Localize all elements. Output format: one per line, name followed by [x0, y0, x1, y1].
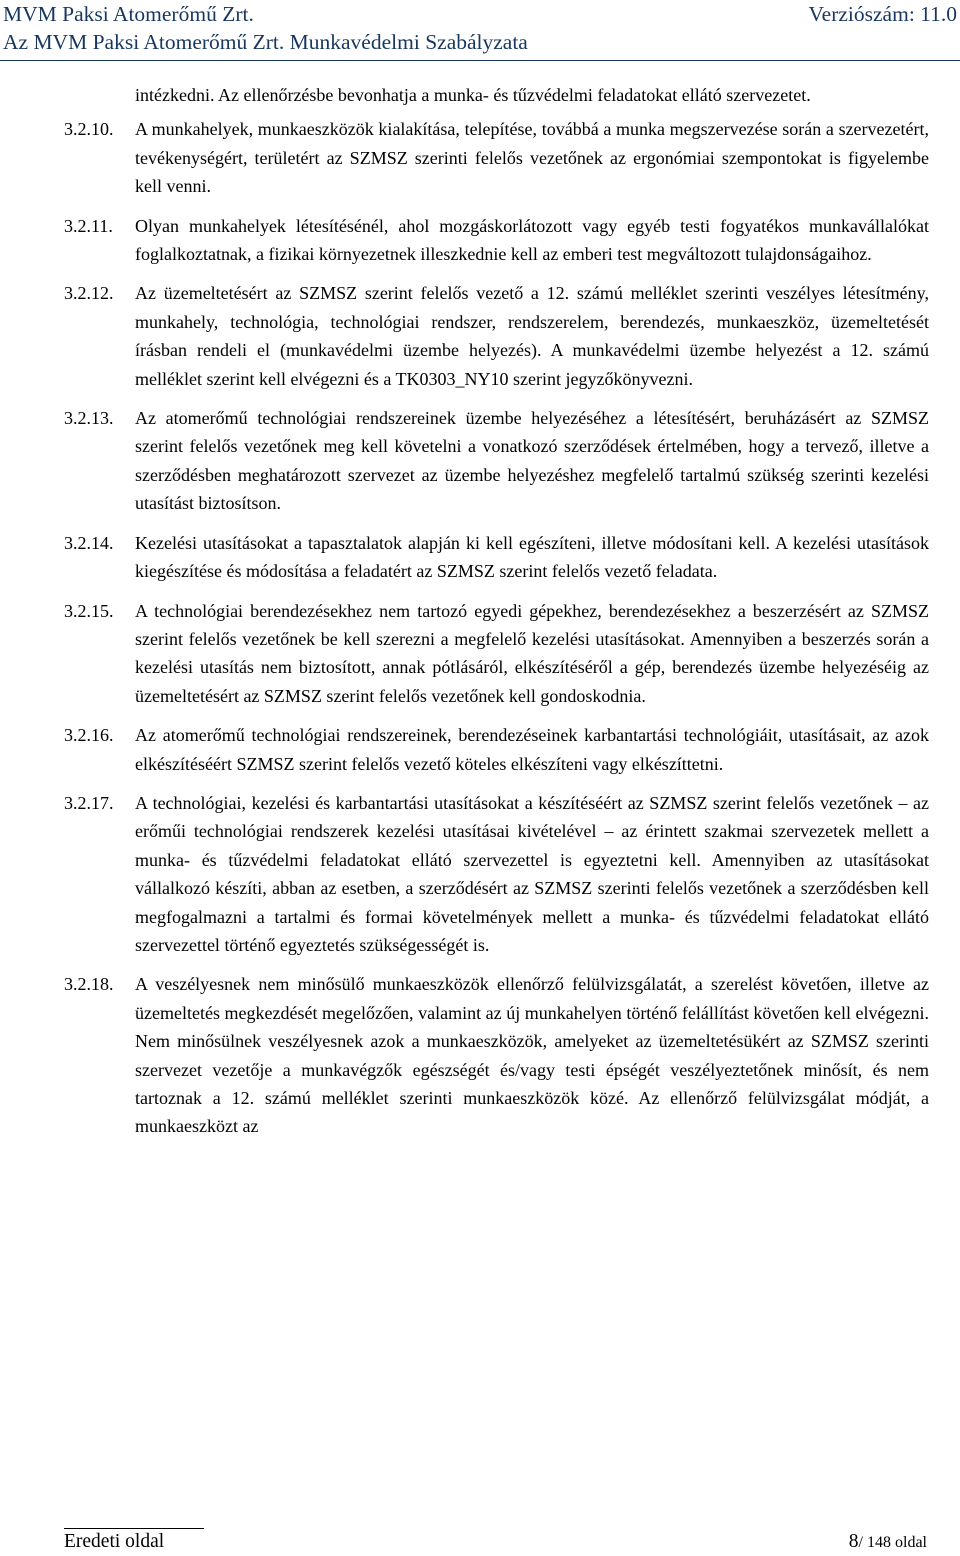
document-title: Az MVM Paksi Atomerőmű Zrt. Munkavédelmi Szabályzata — [3, 30, 528, 54]
version-label: Verziószám: 11.0 — [808, 2, 957, 26]
page-number-indicator — [849, 1531, 927, 1553]
section-number: 3.2.13. — [64, 408, 114, 429]
paragraph-text: intézkedni. Az ellenőrzésbe bevonhatja a munka- és tűzvédelmi feladatokat ellátó szervezetet. — [135, 85, 811, 105]
total-pages: / 148 — [858, 1534, 891, 1551]
section-3-2-13 — [0, 404, 960, 518]
section-text: Az atomerőmű technológiai rendszereinek, berendezéseinek karbantartási technológiáit, utasításait, az azok elkészítéséért SZMSZ szerint felelős vezető köteles elkészíteni vagy elkészíttetni. — [135, 725, 929, 774]
section-text: A technológiai berendezésekhez nem tartozó egyedi gépekhez, berendezésekhez a beszerzésért az SZMSZ szerint felelős vezetőnek be kell szerezni a megfelelő kezelési utasításokat. Amennyiben a beszerzés során a kezelési utasítás nem biztosított, annak pótlásáról, elkészítéséről a gép, berendezés üzembe helyezéséig az üzemeltetésért az SZMSZ szerint felelős vezetőnek kell gondoskodnia. — [135, 600, 929, 706]
section-3-2-10 — [0, 115, 960, 200]
section-text: A technológiai, kezelési és karbantartási utasításokat a készítéséért az SZMSZ szerint felelős vezetőnek – az erőműi technológiai rendszerek kezelési utasításai kivételével – az érintett szakmai szervezetek mellett a munka- és tűzvédelmi feladatokat ellátó szervezettel is egyeztetni kell. Amennyiben az utasításokat vállalkozó készíti, abban az esetben, a szerződésért az SZMSZ szerinti felelős vezetőnek a szerződésben kell megfogalmazni a tartalmi és formai követelmények mellett a munka- és tűzvédelmi feladatokat ellátó szervezettel történő egyeztetés szükségességét is. — [135, 792, 929, 955]
section-3-2-17 — [0, 789, 960, 959]
section-3-2-15 — [0, 597, 960, 711]
section-text: Olyan munkahelyek létesítésénél, ahol mozgáskorlátozott vagy egyéb testi fogyatékos munkavállalókat foglalkoztatnak, a fizikai környezetnek illeszkednie kell az emberi test megváltozott tulajdonságaihoz. — [135, 215, 929, 265]
section-3-2-16 — [0, 721, 960, 778]
section-3-2-12 — [0, 279, 960, 393]
section-text: Kezelési utasításokat a tapasztalatok alapján ki kell egészíteni, illetve módosítani kell. A kezelési utasítások kiegészítése és módosítása a feladatért az SZMSZ szerint felelős vezető feladata. — [135, 532, 929, 582]
footer-original-page-label: Eredeti oldal — [64, 1531, 165, 1552]
current-page-number: 8 — [848, 1531, 859, 1552]
paragraph-continuation — [0, 81, 960, 109]
company-name: MVM Paksi Atomerőmű Zrt. — [3, 2, 254, 26]
footer-divider — [64, 1528, 204, 1529]
section-number: 3.2.17. — [64, 792, 114, 813]
section-text: A munkahelyek, munkaeszközök kialakítása, telepítése, továbbá a munka megszervezése során a szervezetért, tevékenységért, területért az SZMSZ szerinti felelős vezetőnek az ergonómiai szempontokat is figyelembe kell venni. — [135, 119, 929, 197]
section-text: A veszélyesnek nem minősülő munkaeszközök ellenőrző felülvizsgálatát, a szerelést követően, illetve az üzemeltetés megkezdését megelőzően, valamint az új munkahelyen történő felállítást követően kell elvégezni. Nem minősülnek veszélyesnek azok a munkaeszközök, amelyeket az üzemeltetésükért az SZMSZ szerinti szervezet vezetője a munkavégzők egészségét és/vagy testi épségét veszélyeztetőnek minősít, és nem tartoznak a 12. számú melléklet szerinti munkaeszközök közé. Az ellenőrző felülvizsgálat módját, a munkaeszközt az — [135, 974, 929, 1137]
section-number: 3.2.11. — [64, 215, 113, 236]
section-3-2-14 — [0, 529, 960, 586]
page-suffix: oldal — [891, 1534, 927, 1551]
section-number: 3.2.12. — [64, 283, 114, 304]
section-number: 3.2.14. — [64, 532, 114, 553]
section-text: Az üzemeltetésért az SZMSZ szerint felelős vezető a 12. számú melléklet szerinti veszélyes létesítmény, munkahely, technológia, technológiai rendszer, rendszerelem, berendezés, munkaeszköz, üzemeltetését írásban rendeli el (munkavédelmi üzembe helyezés). A munkavédelmi üzembe helyezést a 12. számú melléklet szerint kell elvégezni és a TK0303_NY10 szerint jegyzőkönyvezni. — [135, 283, 929, 389]
section-number: 3.2.16. — [64, 725, 114, 746]
section-number: 3.2.10. — [64, 119, 114, 140]
section-3-2-11 — [0, 212, 960, 269]
header-divider — [0, 60, 960, 61]
section-3-2-18 — [0, 970, 960, 1140]
section-text: Az atomerőmű technológiai rendszereinek üzembe helyezéséhez a létesítésért, beruházásért az SZMSZ szerint felelős vezetőnek meg kell követelni a vonatkozó szerződések értelmében, hogy a tervező, illetve a szerződésben meghatározott szervezet az üzembe helyezéshez megfelelő tartalmú szükség szerinti kezelési utasítást biztosítson. — [135, 408, 929, 514]
document-body — [0, 81, 960, 1152]
section-number: 3.2.18. — [64, 974, 114, 995]
section-number: 3.2.15. — [64, 600, 114, 621]
